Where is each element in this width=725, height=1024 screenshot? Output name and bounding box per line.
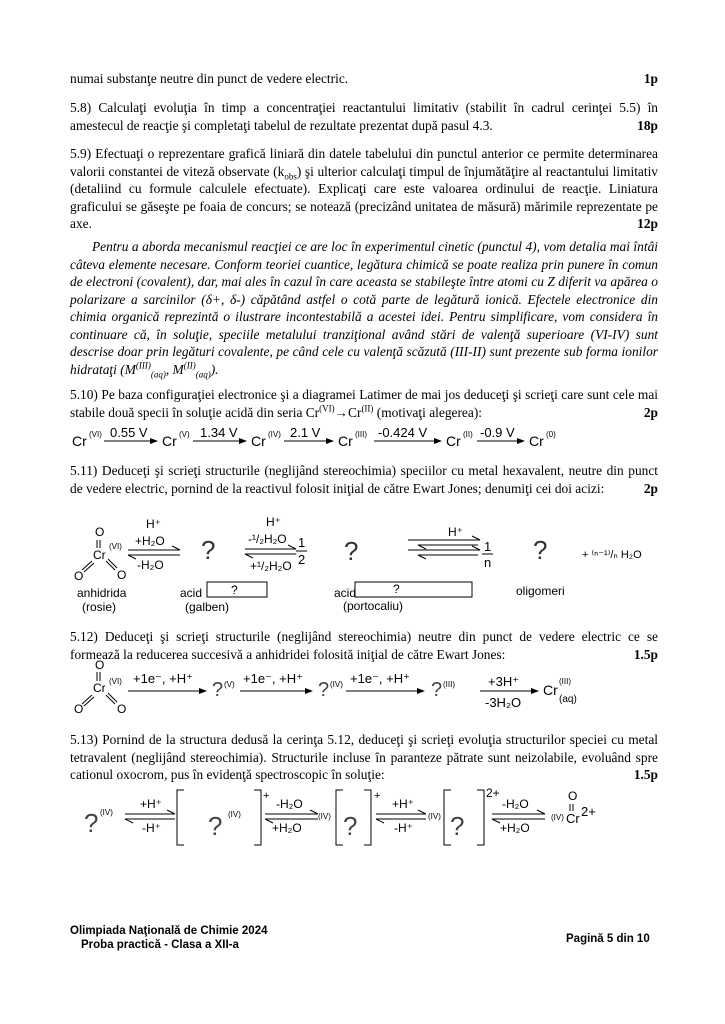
answer-box: [355, 582, 472, 597]
oxygen: O: [568, 789, 578, 803]
oxidation-state: (III): [443, 680, 455, 689]
reagent: +¹/₂H₂O: [250, 559, 292, 573]
reagent: -H₂O: [137, 558, 164, 572]
oxidation-state: (IV): [330, 680, 343, 689]
bracket-open: [336, 790, 343, 845]
label-anhydride: anhidrida: [77, 586, 127, 600]
oxidation-state: (VI): [109, 542, 122, 551]
label-color: (portocaliu): [343, 599, 404, 613]
water-elimination: + ⁽ⁿ⁻¹⁾/ₙ H₂O: [582, 549, 642, 561]
latimer-state: (0): [546, 430, 556, 439]
unknown-structure: ?: [431, 679, 443, 701]
fraction-denominator: n: [484, 555, 492, 570]
reduction-step: +1e⁻, +H⁺: [133, 671, 193, 686]
oxygen: O: [74, 569, 84, 583]
reagent: -3H₂O: [485, 695, 522, 710]
aqueous-label: (aq): [559, 694, 577, 705]
points: 12p: [637, 216, 658, 231]
oxidation-state: (IV): [100, 808, 113, 817]
reagent: H⁺: [448, 525, 463, 539]
intro-text: Pentru a aborda mecanismul reacţiei ce are loc în experimentul cinetic (punctul 4), vom detalia mai întâi câteva elemente necesare. Conform teoriei cuantice, legătura chimică se poate realiza prin punere în comun de electroni (covalent), dar, mai ales în cazul în care aceasta se stabileşte între atomi cu Z diferit va apărea o polarizare a sarcinilor (δ+, δ-) căpătând astfel o cotă parte de legătură ionică. Efectele electronice din chimia organică reprezintă o ilustrare incontestabilă a acestei idei. Pentru simplificare, vom considera în continuare că, în soluţie, speciile metalului tranziţional având stări de valenţă superioare (VI-IV) sunt descrise doar prin legături covalente, pe când cele cu valenţă scăzută (III-II) sunt prezente sub forma ionilor hidrataţi (: [70, 239, 658, 377]
latimer-species: Cr: [338, 433, 353, 449]
latimer-state: (III): [355, 430, 367, 439]
reagent: +H₂O: [135, 534, 165, 548]
oxidation-state: (IV): [228, 810, 241, 819]
label-color: (galben): [185, 600, 230, 614]
latimer-species: Cr: [251, 433, 266, 449]
unknown-structure: ?: [318, 679, 330, 701]
fraction-numerator: 1: [484, 539, 492, 554]
chromium: Cr: [566, 811, 580, 826]
chromium: Cr: [93, 548, 106, 562]
reagent: +H⁺: [140, 797, 163, 811]
oxygen: O: [117, 702, 127, 716]
bracket-close: [254, 790, 261, 845]
reduction-step: +1e⁻, +H⁺: [350, 671, 410, 686]
reagent: H⁺: [146, 517, 161, 531]
points: 1p: [643, 71, 658, 86]
latimer-state: (II): [463, 430, 473, 439]
reagent: +H₂O: [272, 821, 302, 835]
subscript: obs: [284, 171, 297, 182]
scheme-5-11: [74, 515, 642, 614]
points: 18p: [637, 117, 658, 133]
latimer-state: (IV): [268, 430, 281, 439]
reagent: -H₂O: [502, 797, 529, 811]
box-placeholder: ?: [231, 583, 238, 597]
intro-end: ).: [210, 361, 219, 377]
oxidation-state: (IV): [551, 813, 564, 822]
oxidation-state: (IV): [428, 812, 441, 821]
reagent: H⁺: [266, 515, 281, 529]
label-color: (rosie): [82, 600, 117, 614]
superscript: (II): [361, 403, 374, 414]
question-text-2: ) şi ulterior calculaţi timpul de înjumătăţire al reactantului limitativ (detaliind cu formule calculele efectuate). Explicaţi care este valoarea ordinului de reacţie. Liniatura graficului se găseşte pe foaia de concurs; se notează (precizând unitatea de măsură) mărimile reprezentate pe axe.: [70, 163, 658, 231]
unknown-structure: ?: [84, 808, 99, 838]
charge: 2+: [581, 804, 596, 819]
unknown-structure: ?: [208, 811, 223, 841]
question-text: 5.8) Calculaţi evoluţia în timp a concentraţiei reactantului limitativ (stabilit în cadrul cerinţei 5.5) în amestecul de reacţie şi completaţi tabelul de rezultate prezentat după pasul 4.3.: [70, 100, 658, 133]
charge: 2+: [486, 786, 500, 800]
reduction-step: +1e⁻, +H⁺: [243, 671, 303, 686]
question-text: 5.12) Deduceţi şi scrieţi structurile (neglijând stereochimia) neutre din punct de vedere electric ce se formează la reducerea succesivă a anhidridei folosită iniţial de către Ewart Jones:: [70, 629, 658, 662]
question-text: 5.10) Pe baza configuraţiei electronice şi a diagramei Latimer de mai jos deduceţi şi scrieţi care sunt cele mai stabile două specii în soluţie acidă din seria Cr: [70, 387, 658, 420]
latimer-state: (V): [179, 430, 190, 439]
product-ion: Cr: [543, 682, 558, 698]
fraction-denominator: 2: [298, 552, 306, 567]
unknown-structure: ?: [343, 811, 358, 841]
paragraph-text: numai substanţe neutre din punct de vedere electric.: [70, 71, 349, 86]
latimer-potential: 0.55 V: [110, 425, 148, 440]
points: 1.5p: [633, 767, 658, 782]
footer-title: Olimpiada Naţională de Chimie 2024: [70, 925, 268, 937]
reagent: -H₂O: [276, 797, 303, 811]
scheme-5-12: [74, 658, 577, 716]
latimer-potential: 1.34 V: [200, 425, 238, 440]
question-text: 5.13) Pornind de la structura dedusă la cerinţa 5.12, deduceţi şi scrieţi evoluţia structurilor speciei cu metal tetravalent (neglijând stereochimia). Structurile incluse în paranteze pătrate sunt neizolabile, evoluând spre cationul oxocrom, pus în evidenţă spectroscopic în soluţie:: [70, 732, 658, 782]
reagent: +3H⁺: [488, 674, 520, 689]
oxidation-state: (V): [224, 680, 235, 689]
latimer-species: Cr: [72, 433, 87, 449]
page-number: Pagină 5 din 10: [566, 933, 650, 945]
latimer-state: (VI): [89, 430, 102, 439]
oxidation-state: (VI): [109, 677, 122, 686]
label-oligomers: oligomeri: [516, 584, 565, 598]
bracket-open: [177, 790, 184, 845]
superscript: (VI): [319, 403, 335, 414]
oxygen: O: [74, 702, 84, 716]
ion: M: [172, 361, 184, 377]
points: 2p: [643, 404, 658, 420]
points: 2p: [643, 480, 658, 496]
unknown-structure: ?: [344, 536, 359, 566]
charge: +: [263, 790, 270, 802]
arrow-glyph: →: [334, 404, 349, 420]
label-acid: acid: [334, 586, 357, 600]
footer-subtitle: Proba practică - Clasa a XII-a: [81, 939, 239, 951]
latimer-diagram: [72, 425, 556, 449]
reagent: -¹/₂H₂O: [248, 532, 287, 546]
reagent: +H⁺: [392, 797, 415, 811]
question-text: 5.9) Efectuaţi o reprezentare grafică liniară din datele tabelului din punctul anterior ce permite determinarea valorii constantei de viteză observate (k: [70, 146, 658, 179]
element: Cr: [348, 404, 362, 420]
question-text: 5.11) Deduceţi şi scrieţi structurile (neglijând stereochimia) speciilor cu metal hexavalent, neutre din punct de vedere electric, pornind de la reactivul folosit iniţial de către Ewart Jones; denumiţi cei doi acizi:: [70, 463, 658, 496]
question-text-2: (motivaţi alegerea):: [373, 404, 482, 420]
unknown-structure: ?: [450, 811, 465, 841]
oxidation-state: (III): [559, 677, 571, 686]
superscript: (II): [183, 360, 196, 371]
ion: M: [124, 361, 136, 377]
latimer-species: Cr: [162, 433, 177, 449]
oxygen: O: [95, 658, 105, 672]
latimer-species: Cr: [529, 433, 544, 449]
scheme-5-13: [84, 786, 596, 845]
footer-left: [70, 924, 267, 952]
reagent: -H⁺: [394, 821, 413, 835]
latimer-potential: -0.424 V: [378, 425, 428, 440]
bracket-close: [477, 790, 484, 845]
subscript: (aq): [195, 369, 211, 380]
reagent: +H₂O: [500, 821, 530, 835]
points: 1.5p: [633, 646, 658, 662]
latimer-potential: -0.9 V: [480, 425, 515, 440]
charge: +: [374, 790, 381, 802]
superscript: (III): [135, 360, 151, 371]
intro-paragraph: Pentru a aborda mecanismul reacţiei ce are loc în experimentul cinetic (punctul 4), vom detalia mai întâi câteva elemente necesare. Conform teoriei cuantice, legătura chimică se poate realiza prin punere în comun de electroni (covalent), dar, mai ales în cazul în care aceasta se stabileşte între atomi cu Z diferit va apărea o polarizare a sarcinilor (δ+, δ-) căpătând astfel o cotă parte de legătură ionică. Efectele electronice din chimia organică reprezintă o ilustrare incontestabilă a acestei idei. Pentru simplificare, vom considera în continuare că, în soluţie, speciile metalului tranziţional având stări de valenţă superioare (VI-IV) sunt descrise doar prin legături covalente, pe când cele cu valenţă scăzută (III-II) sunt prezente sub forma ionilor hidrataţi ($M^{(III)}_{(aq)}$, $M^{(II)}_{(aq)}$).: [70, 239, 658, 380]
label-acid: acid: [180, 586, 203, 600]
fraction-numerator: 1: [298, 535, 306, 550]
latimer-species: Cr: [446, 433, 461, 449]
unknown-structure: ?: [533, 535, 548, 565]
subscript: (aq): [150, 369, 166, 380]
unknown-structure: ?: [201, 535, 216, 565]
unknown-structure: ?: [212, 679, 224, 701]
latimer-potential: 2.1 V: [290, 425, 321, 440]
reagent: -H⁺: [142, 821, 161, 835]
chromium: Cr: [93, 681, 106, 695]
oxygen: O: [95, 525, 105, 539]
oxidation-state: (IV): [318, 812, 331, 821]
box-placeholder: ?: [393, 582, 400, 596]
oxygen: O: [117, 568, 127, 582]
bracket-close: [364, 790, 371, 845]
